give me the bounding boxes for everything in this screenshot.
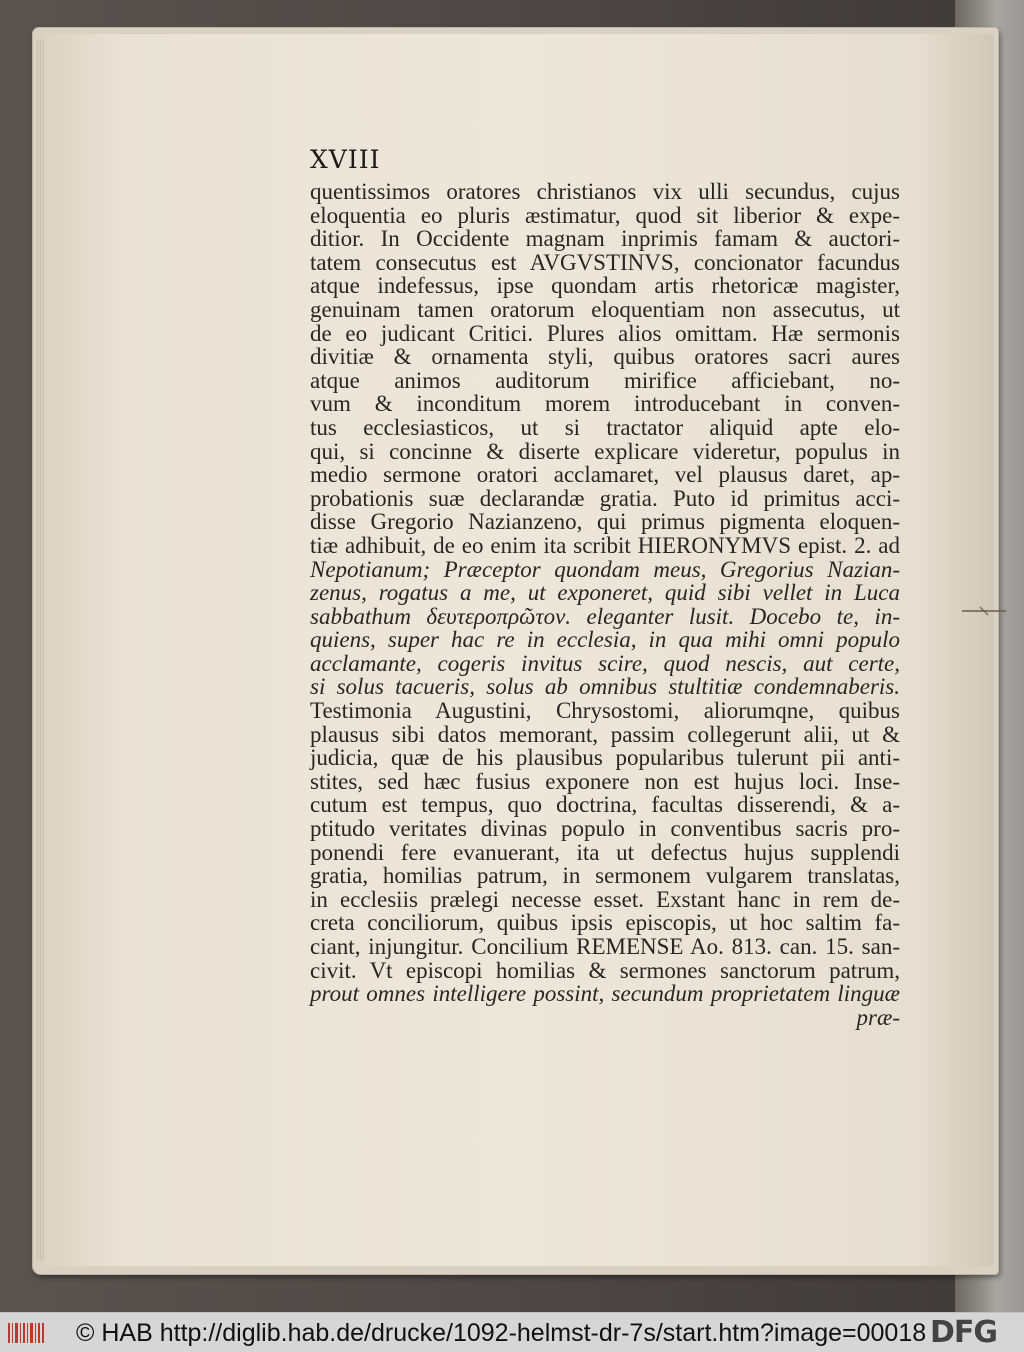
folio-number: XVIII — [310, 145, 381, 174]
text-line: plausus sibi datos memorant, passim collegerunt alii, ut & — [310, 721, 900, 747]
barcode-icon — [8, 1321, 46, 1345]
text-line: prout omnes intelligere possint, secundum proprietatem linguæ — [310, 981, 900, 1007]
text-line: ponendi fere evanuerant, ita ut defectus hujus supplendi — [310, 839, 900, 865]
text-line: zenus, rogatus a me, ut exponeret, quid sibi vellet in Luca — [310, 580, 900, 606]
text-line: eloquentia eo pluris æstimatur, quod sit liberior & expe- — [310, 202, 900, 228]
text-line: in ecclesiis prælegi necesse esset. Exstant hanc in rem de- — [310, 886, 900, 912]
text-line: ptitudo veritates divinas populo in conventibus sacris pro- — [310, 816, 900, 842]
text-line: stites, sed hæc fusius exponere non est hujus loci. Inse- — [310, 768, 900, 794]
text-line: de eo judicant Critici. Plures alios omittam. Hæ sermonis — [310, 320, 900, 346]
text-line: disse Gregorio Nazianzeno, qui primus pigmenta eloquen- — [310, 509, 900, 535]
text-line: creta conciliorum, quibus ipsis episcopis, ut hoc saltim fa- — [310, 910, 900, 936]
text-line: medio sermone oratori acclamaret, vel plausus daret, ap- — [310, 462, 900, 488]
text-line: judicia, quæ de his plausibus popularibus tulerunt pii anti- — [310, 745, 900, 771]
text-line: ditior. In Occidente magnam inprimis famam & auctori- — [310, 226, 900, 252]
text-line: tatem consecutus est AVGVSTINVS, concionator facundus — [310, 249, 900, 275]
fold-mark-icon — [962, 606, 1006, 616]
text-line: Nepotianum; Præceptor quondam meus, Gregorius Nazian- — [310, 556, 900, 582]
text-line: quentissimos oratores christianos vix ulli secundus, cujus — [310, 179, 900, 204]
text-line: probationis suæ declarandæ gratia. Puto id primitus acci- — [310, 485, 900, 511]
text-line: præ- — [856, 1004, 900, 1030]
text-line: gratia, homilias patrum, in sermonem vulgarem translatas, — [310, 863, 900, 889]
text-line: si solus tacueris, solus ab omnibus stultitiæ condemnaberis. — [310, 674, 900, 700]
text-line: vum & inconditum morem introducebant in conven- — [310, 391, 900, 417]
text-line: qui, si concinne & diserte explicare videretur, populus in — [310, 438, 900, 464]
text-line: acclamante, cogeris invitus scire, quod nescis, aut certe, — [310, 650, 900, 676]
dfg-logo: DFG — [930, 1315, 998, 1350]
text-line: divitiæ & ornamenta styli, quibus oratores sacri aures — [310, 344, 900, 370]
text-line: tiæ adhibuit, de eo enim ita scribit HIERONYMVS epist. 2. ad — [310, 532, 900, 558]
text-line: cutum est tempus, quo doctrina, facultas disserendi, & a- — [310, 792, 900, 818]
text-line: sabbathum δευτεροπρῶτον. eleganter lusit. Docebo te, in- — [310, 603, 900, 629]
viewer-footer — [0, 1312, 1024, 1352]
text-line: ciant, injungitur. Concilium REMENSE Ao. 813. can. 15. san- — [310, 934, 900, 959]
text-line: tus ecclesiasticos, ut si tractator aliquid apte elo- — [310, 414, 900, 440]
text-line: atque indefessus, ipse quondam artis rhetoricæ magister, — [310, 273, 900, 299]
text-line: Testimonia Augustini, Chrysostomi, aliorumqne, quibus — [310, 698, 900, 724]
text-line: quiens, super hac re in ecclesia, in qua mihi omni populo — [310, 627, 900, 653]
page-text-block — [310, 140, 900, 1029]
text-line: civit. Vt episcopi homilias & sermones sanctorum patrum, — [310, 957, 900, 983]
text-line: atque animos auditorum mirifice afficiebant, no- — [310, 367, 900, 393]
text-line: genuinam tamen oratorum eloquentiam non assecutus, ut — [310, 296, 900, 322]
source-url-link[interactable]: © HAB http://diglib.hab.de/drucke/1092-helmst-dr-7s/start.htm?image=00018 — [76, 1319, 927, 1347]
